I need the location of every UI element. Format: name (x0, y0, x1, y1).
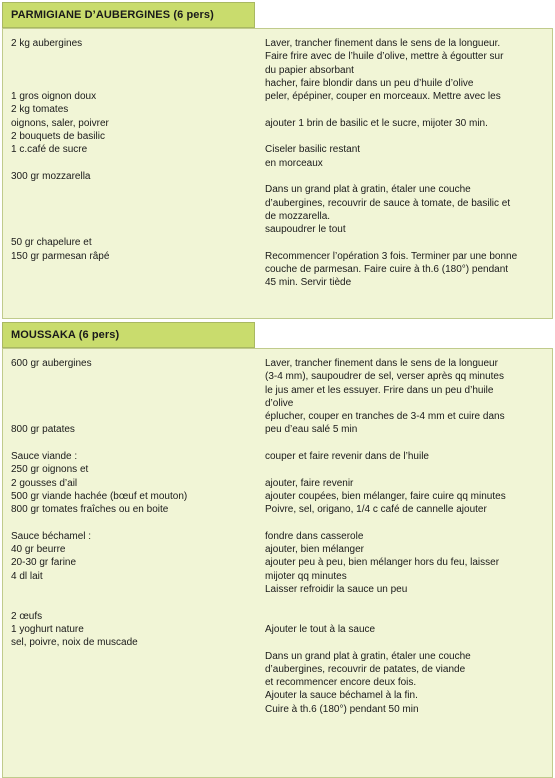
ingredient-line: 2 gousses d’ail (11, 477, 78, 489)
recipe-header (2, 322, 255, 348)
instruction-line: (3-4 mm), saupoudrer de sel, verser après qq minutes (265, 371, 504, 383)
instruction-line (265, 437, 549, 450)
ingredient-line (11, 384, 261, 397)
instruction-line: ajouter, bien mélanger (265, 544, 364, 556)
instruction-line: d’aubergines, recouvrir de patates, de viande (265, 663, 466, 675)
ingredient-line (11, 596, 261, 609)
instruction-line: Recommencer l’opération 3 fois. Terminer par une bonne (265, 250, 518, 262)
ingredient-line: 2 kg tomates (11, 104, 69, 116)
instruction-line: éplucher, couper en tranches de 3-4 mm et cuire dans (265, 411, 505, 423)
instruction-line (265, 636, 549, 649)
ingredient-line: 20-30 gr farine (11, 557, 77, 569)
ingredient-line: Sauce béchamel : (11, 530, 92, 542)
instruction-line: Ajouter le tout à la sauce (265, 623, 376, 635)
ingredient-line: 500 gr viande hachée (bœuf et mouton) (11, 490, 188, 502)
instruction-line: Cuire à th.6 (180°) pendant 50 min (265, 703, 419, 715)
ingredient-line (11, 583, 261, 596)
instruction-line: fondre dans casserole (265, 530, 364, 542)
ingredient-line: 1 gros oignon doux (11, 91, 97, 103)
ingredient-line: 600 gr aubergines (11, 358, 92, 369)
instruction-line (265, 103, 549, 116)
instruction-line: Ajouter la sauce béchamel à la fin. (265, 690, 418, 702)
instruction-line: le jus amer et les essuyer. Frire dans un peu d’huile (265, 384, 494, 396)
recipe-moussaka (2, 322, 553, 778)
ingredient-line (11, 77, 261, 90)
instruction-line: mijoter qq minutes (265, 570, 347, 582)
ingredient-line (11, 50, 261, 63)
instruction-line: peler, épépiner, couper en morceaux. Mettre avec les (265, 91, 501, 103)
instruction-line: Laver, trancher finement dans le sens de la longueur. (265, 38, 501, 49)
instructions-column (265, 37, 549, 290)
instruction-line: Dans un grand plat à gratin, étaler une couche (265, 650, 471, 662)
ingredient-line (11, 183, 261, 196)
instruction-line: ajouter coupées, bien mélanger, faire cuire qq minutes (265, 490, 506, 502)
instruction-line (265, 463, 549, 476)
ingredient-line (11, 223, 261, 236)
instruction-line: Poivre, sel, origano, 1/4 c café de cannelle ajouter (265, 504, 487, 516)
ingredient-line: 4 dl lait (11, 570, 43, 582)
ingredient-line: sel, poivre, noix de muscade (11, 637, 138, 649)
ingredient-line: oignons, saler, poivrer (11, 117, 109, 129)
ingredients-column (11, 357, 261, 650)
instruction-line: couper et faire revenir dans de l’huile (265, 451, 429, 463)
ingredient-line (11, 437, 261, 450)
instruction-line: Dans un grand plat à gratin, étaler une couche (265, 184, 471, 196)
recipe-parmigiane (2, 2, 553, 319)
instructions-column (265, 357, 549, 716)
ingredient-line (11, 64, 261, 77)
ingredient-line (11, 410, 261, 423)
instruction-line: et recommencer encore deux fois. (265, 677, 417, 689)
ingredient-line (11, 290, 261, 303)
ingredient-line: Sauce viande : (11, 451, 78, 463)
instruction-line (265, 596, 549, 609)
ingredient-line: 800 gr tomates fraîches ou en boite (11, 504, 169, 516)
ingredient-line (11, 517, 261, 530)
instruction-line: Laver, trancher finement dans le sens de la longueur (265, 358, 498, 369)
ingredient-line (11, 157, 261, 170)
instruction-line: ajouter 1 brin de basilic et le sucre, mijoter 30 min. (265, 117, 488, 129)
instruction-line: hacher, faire blondir dans un peu d’huile d’olive (265, 77, 474, 89)
recipe-title: PARMIGIANE D’AUBERGINES (6 pers) (11, 9, 214, 21)
instruction-line: Laisser refroidir la sauce un peu (265, 584, 408, 596)
ingredient-line: 50 gr chapelure et (11, 237, 92, 249)
ingredient-line: 1 c.café de sucre (11, 144, 88, 156)
instruction-line: de mozzarella. (265, 210, 331, 222)
recipe-body (2, 28, 553, 319)
ingredient-line: 2 œufs (11, 610, 43, 622)
instruction-line: Ciseler basilic restant (265, 144, 361, 156)
instruction-line: ajouter peu à peu, bien mélanger hors du feu, laisser (265, 557, 500, 569)
instruction-line: ajouter, faire revenir (265, 477, 354, 489)
ingredient-line: 150 gr parmesan râpé (11, 250, 110, 262)
recipe-header (2, 2, 255, 28)
ingredients-column (11, 37, 261, 316)
ingredient-line: 2 bouquets de basilic (11, 131, 105, 143)
ingredient-line (11, 210, 261, 223)
ingredient-line: 2 kg aubergines (11, 38, 83, 49)
instruction-line: 45 min. Servir tiède (265, 277, 352, 289)
ingredient-line: 250 gr oignons et (11, 464, 89, 476)
recipe-title: MOUSSAKA (6 pers) (11, 329, 120, 341)
ingredient-line (11, 263, 261, 276)
ingredient-line: 40 gr beurre (11, 544, 66, 556)
ingredient-line: 1 yoghurt nature (11, 623, 84, 635)
instruction-line (265, 236, 549, 249)
instruction-line: couche de parmesan. Faire cuire à th.6 (180°) pendant (265, 264, 509, 276)
recipe-body (2, 348, 553, 778)
ingredient-line (11, 197, 261, 210)
ingredient-line (11, 370, 261, 383)
instruction-line (265, 130, 549, 143)
instruction-line (265, 170, 549, 183)
ingredient-line: 300 gr mozzarella (11, 170, 91, 182)
instruction-line: Faire frire avec de l’huile d’olive, mettre à égoutter sur (265, 51, 504, 63)
ingredient-line (11, 303, 261, 316)
instruction-line: peu d’eau salé 5 min (265, 424, 358, 436)
instruction-line (265, 517, 549, 530)
instruction-line: du papier absorbant (265, 64, 354, 76)
instruction-line (265, 610, 549, 623)
instruction-line: d’olive (265, 397, 294, 409)
instruction-line: d’aubergines, recouvrir de sauce à tomate, de basilic et (265, 197, 511, 209)
ingredient-line (11, 397, 261, 410)
ingredient-line: 800 gr patates (11, 424, 75, 436)
ingredient-line (11, 276, 261, 289)
instruction-line: en morceaux (265, 157, 323, 169)
instruction-line: saupoudrer le tout (265, 224, 346, 236)
